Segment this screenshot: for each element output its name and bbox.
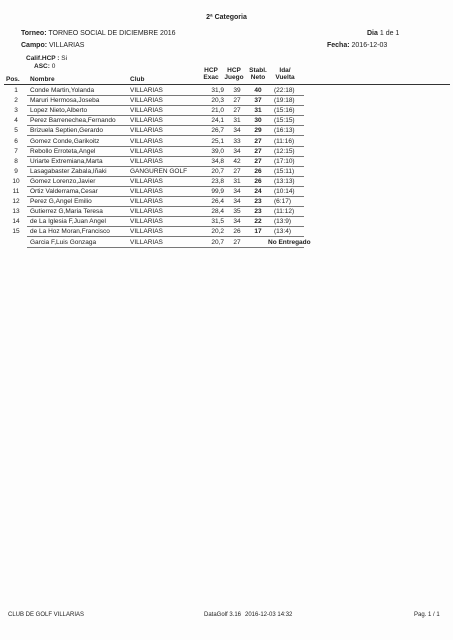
row-position: 8 [14,157,18,165]
table-row [4,207,450,217]
row-hcp-juego: 34 [233,147,241,155]
table-row [4,177,450,187]
row-ida-vuelta: (10:14) [274,188,295,195]
date-line [327,42,387,49]
row-player-name: Brizuela Septien,Gerardo [30,127,103,135]
tournament-name: TORNEO SOCIAL DE DICIEMBRE 2016 [48,30,176,37]
row-position: 7 [14,147,18,155]
row-hcp-exac: 20,7 [211,238,224,246]
row-ida-vuelta: (19:18) [274,97,295,105]
col-header-ida-vuelta-line2: Vuelta [275,74,295,81]
row-position: 2 [14,97,18,105]
table-row [4,217,450,227]
row-club: VILLARIAS [130,228,163,236]
row-club: VILLARIAS [130,107,163,115]
table-row [4,96,450,106]
row-stableford-neto: 27 [254,137,262,145]
row-stableford-neto: 40 [254,87,262,94]
row-stableford-neto: 26 [254,177,262,185]
date-value: 2016-12-03 [351,42,388,49]
course-label: Campo: [21,42,48,49]
row-position: 4 [14,117,18,125]
table-row [4,147,450,157]
row-position: 10 [12,177,20,185]
row-divider [27,247,304,248]
col-header-hcp-juego-line1: HCP [227,67,241,74]
table-row [4,167,450,177]
footer-timestamp: 2016-12-03 14:32 [245,612,293,618]
date-label: Fecha: [327,42,350,49]
table-row [4,86,450,96]
row-player-name: Rebollo Erroteta,Angel [30,147,96,155]
row-club: GANGUREN GOLF [130,167,188,175]
row-club: VILLARIAS [130,117,163,125]
table-row [4,116,450,126]
row-hcp-juego: 26 [233,228,241,236]
row-club: VILLARIAS [130,208,163,216]
row-club: VILLARIAS [130,218,163,226]
row-hcp-juego: 34 [233,127,241,135]
row-club: VILLARIAS [130,177,163,185]
footer-club: CLUB DE GOLF VILLARIAS [8,612,85,618]
row-ida-vuelta: (17:10) [274,157,295,165]
row-hcp-exac: 26,4 [211,198,224,206]
row-stableford-neto: 37 [254,97,262,105]
row-hcp-juego: 34 [233,218,241,226]
row-hcp-juego: 27 [233,97,241,105]
row-hcp-juego: 34 [233,188,241,195]
row-ida-vuelta: (6:17) [274,198,291,206]
row-hcp-juego: 39 [233,87,241,94]
row-hcp-exac: 31,5 [211,218,224,226]
col-header-name: Nombre [30,76,55,83]
row-hcp-exac: 34,8 [211,157,224,165]
row-club: VILLARIAS [130,157,163,165]
row-stableford-neto: 26 [254,167,262,175]
row-ida-vuelta: (13:4) [274,228,291,236]
row-status-note: No Entregado [268,238,311,246]
row-position: 1 [14,87,18,94]
table-row [4,227,450,237]
row-player-name: Ortiz Valderrama,Cesar [30,188,98,195]
row-stableford-neto: 27 [254,147,262,155]
tournament-label: Torneo: [21,30,47,37]
row-position: 14 [12,218,20,226]
calif-hcp-value: Si [61,55,68,62]
row-stableford-neto: 22 [254,218,262,226]
row-hcp-exac: 20,2 [211,228,224,236]
row-hcp-exac: 25,1 [211,137,224,145]
row-ida-vuelta: (15:16) [274,107,295,115]
row-position: 6 [14,137,18,145]
table-row [4,238,450,248]
calif-hcp-label: Calif.HCP : [26,55,60,62]
row-stableford-neto: 29 [254,127,262,135]
row-position: 11 [12,188,20,195]
row-player-name: Gomez Lorenzo,Javier [30,177,96,185]
row-player-name: Perez G,Angel Emilio [30,198,92,206]
row-player-name: Maruri Hermosa,Joseba [30,97,100,105]
row-club: VILLARIAS [130,137,163,145]
row-player-name: Garcia F,Luis Gonzaga [30,238,97,246]
row-ida-vuelta: (15:15) [274,117,295,125]
row-position: 12 [12,198,20,206]
row-hcp-juego: 31 [233,117,241,125]
row-player-name: Perez Barrenechea,Fernando [30,117,116,125]
row-ida-vuelta: (13:13) [274,177,295,185]
row-position: 15 [12,228,20,236]
table-row [4,197,450,207]
col-header-hcp-juego-line2: Juego [224,74,244,81]
row-club: VILLARIAS [130,127,163,135]
asc-line [34,63,55,70]
row-stableford-neto: 30 [254,117,262,125]
row-stableford-neto: 17 [254,228,262,236]
col-header-club: Club [130,76,145,83]
row-ida-vuelta: (13:9) [274,218,291,226]
row-ida-vuelta: (11:12) [274,208,295,216]
row-hcp-exac: 23,8 [211,177,224,185]
course-name: VILLARIAS [49,42,85,49]
row-ida-vuelta: (15:11) [274,167,295,175]
col-header-pos: Pos. [6,76,20,83]
row-hcp-exac: 21,0 [211,107,224,115]
footer-software: DataGolf 3.16 [204,612,242,618]
row-position: 5 [14,127,18,135]
col-header-stabl-neto [245,67,271,81]
row-hcp-exac: 20,7 [211,167,224,175]
tournament-line [21,30,176,37]
row-club: VILLARIAS [130,188,163,195]
row-hcp-exac: 26,7 [211,127,224,135]
col-header-ida-vuelta-line1: Ida/ [279,67,291,74]
row-position: 13 [12,208,20,216]
col-header-stabl-neto-line2: Neto [250,74,266,81]
asc-label: ASC: [34,63,50,70]
row-hcp-juego: 42 [233,157,241,165]
row-player-name: Conde Martin,Yolanda [30,87,95,94]
row-hcp-juego: 35 [233,208,241,216]
row-player-name: de La Iglesia F,Juan Angel [30,218,106,226]
row-hcp-exac: 99,9 [211,188,224,195]
row-hcp-juego: 27 [233,238,241,246]
day-value: 1 de 1 [379,30,400,37]
footer-page: Pag. 1 / 1 [414,612,440,618]
col-header-stabl-neto-line1: Stabl. [249,67,267,74]
course-line [21,42,84,49]
row-stableford-neto: 27 [254,157,262,165]
row-hcp-juego: 33 [233,137,241,145]
row-ida-vuelta: (22:18) [274,87,295,94]
row-hcp-juego: 34 [233,198,241,206]
table-row [4,106,450,116]
table-row [4,126,450,136]
day-line [367,30,399,37]
row-player-name: Lopez Nieto,Alberto [30,107,88,115]
row-position: 3 [14,107,18,115]
row-ida-vuelta: (12:15) [274,147,295,155]
table-row [4,187,450,197]
row-player-name: de La Hoz Moran,Francisco [30,228,110,236]
row-hcp-exac: 28,4 [211,208,224,216]
col-header-hcp-exac-line1: HCP [204,67,218,74]
row-position: 9 [14,167,18,175]
row-club: VILLARIAS [130,97,163,105]
calif-hcp-line [26,55,67,62]
col-header-hcp-exac-line2: Exac [203,74,219,81]
row-club: VILLARIAS [130,87,163,94]
row-ida-vuelta: (11:16) [274,137,295,145]
row-hcp-juego: 31 [233,177,241,185]
row-hcp-exac: 39,0 [211,147,224,155]
row-player-name: Lasagabaster Zabala,Iñaki [30,167,107,175]
row-stableford-neto: 23 [254,198,262,206]
col-header-ida-vuelta [271,67,299,81]
row-club: VILLARIAS [130,238,163,246]
row-player-name: Gomez Conde,Garikoitz [30,137,100,145]
row-stableford-neto: 31 [254,107,262,115]
row-ida-vuelta: (16:13) [274,127,295,135]
row-player-name: Uriarte Extremiana,Marta [30,157,103,165]
table-row [4,137,450,147]
table-row [4,157,450,167]
row-hcp-juego: 27 [233,167,241,175]
row-club: VILLARIAS [130,198,163,206]
row-hcp-exac: 31,9 [211,87,224,94]
row-stableford-neto: 24 [254,188,262,195]
row-player-name: Gutierrez G,Maria Teresa [30,208,103,216]
row-stableford-neto: 23 [254,208,262,216]
row-hcp-exac: 24,1 [211,117,224,125]
col-header-hcp-juego [221,67,247,81]
row-hcp-juego: 27 [233,107,241,115]
asc-value: 0 [51,63,56,70]
header-rule [4,84,450,85]
category-title: 2ª Categoria [206,14,247,21]
row-club: VILLARIAS [130,147,163,155]
day-label: Dia [367,30,378,37]
row-hcp-exac: 20,3 [211,97,224,105]
